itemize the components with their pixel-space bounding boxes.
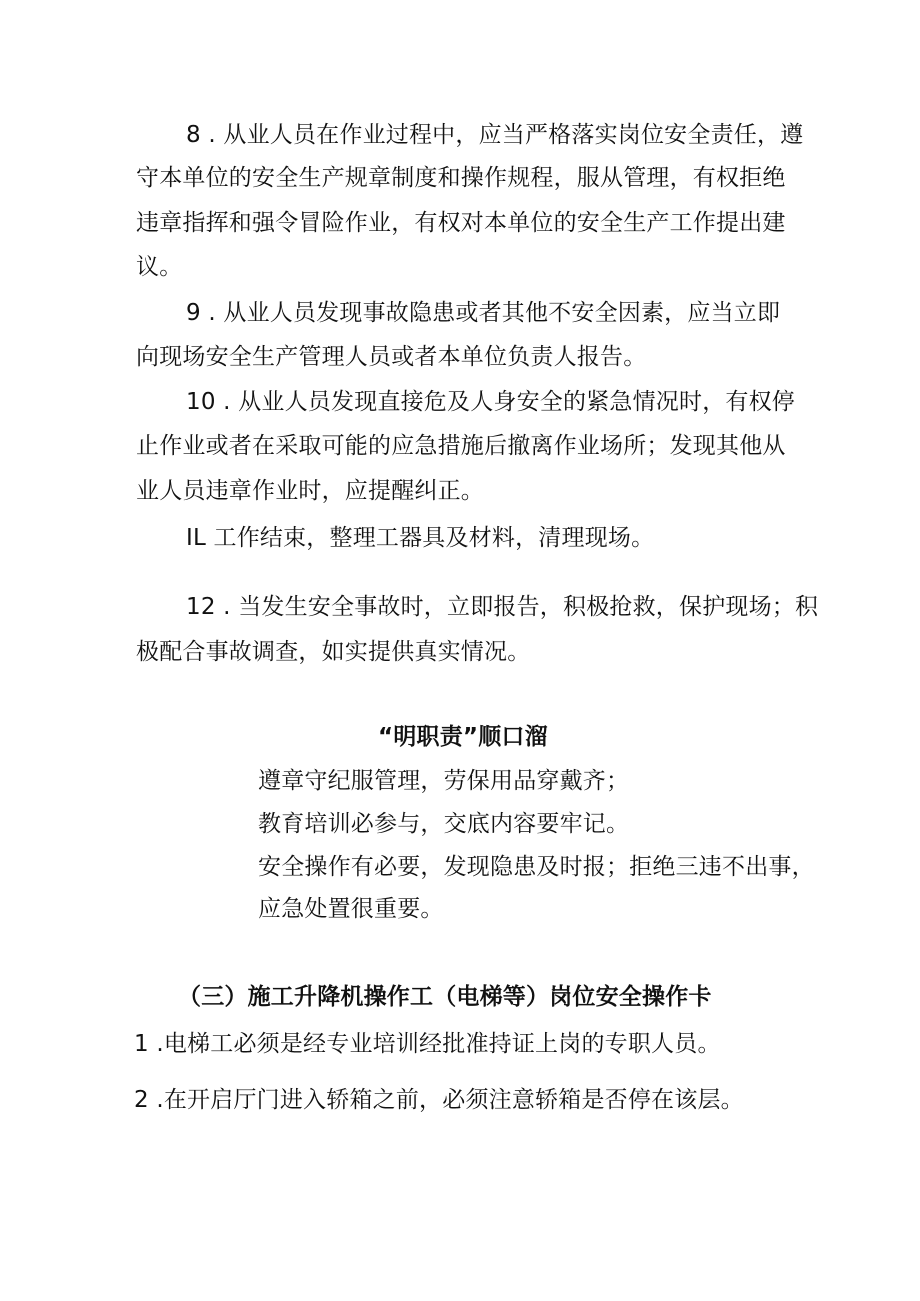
item-11-line-1: IL 工作结束，整理工器具及材料，清理现场。 [186, 525, 655, 551]
rhyme-line-3: 安全操作有必要，发现隐患及时报；拒绝三违不出事， [258, 854, 815, 880]
item-8-line-1: 8 . 从业人员在作业过程中，应当严格落实岗位安全责任，遵 [186, 122, 804, 148]
rhyme-title: “明职责”顺口溜 [378, 724, 548, 750]
rhyme-line-4: 应急处置很重要。 [258, 896, 444, 922]
section-3-heading: （三）施工升降机操作工（电梯等）岗位安全操作卡 [178, 984, 712, 1010]
item-8-line-2: 守本单位的安全生产规章制度和操作规程，服从管理，有权拒绝 [136, 165, 786, 191]
rhyme-line-2: 教育培训必参与，交底内容要牢记。 [258, 811, 630, 837]
section-3-item-2: 2 .在开启厅门进入轿箱之前，必须注意轿箱是否停在该层。 [134, 1087, 744, 1113]
item-12-line-1: 12 . 当发生安全事故时，立即报告，积极抢救，保护现场；积 [186, 594, 819, 620]
item-10-line-3: 业人员违章作业时，应提醒纠正。 [136, 478, 484, 504]
rhyme-line-1: 遵章守纪服管理，劳保用品穿戴齐； [258, 768, 630, 794]
section-3-item-1: 1 .电梯工必须是经专业培训经批准持证上岗的专职人员。 [134, 1031, 721, 1057]
item-10-line-2: 止作业或者在采取可能的应急措施后撤离作业场所；发现其他从 [136, 433, 786, 459]
item-10-line-1: 10 . 从业人员发现直接危及人身安全的紧急情况时，有权停 [186, 389, 795, 415]
item-9-line-1: 9 . 从业人员发现事故隐患或者其他不安全因素，应当立即 [186, 300, 781, 326]
item-12-line-2: 极配合事故调查，如实提供真实情况。 [136, 639, 531, 665]
item-8-line-3: 违章指挥和强令冒险作业，有权对本单位的安全生产工作提出建 [136, 210, 786, 236]
item-8-line-4: 议。 [136, 254, 183, 280]
item-9-line-2: 向现场安全生产管理人员或者本单位负责人报告。 [136, 344, 647, 370]
